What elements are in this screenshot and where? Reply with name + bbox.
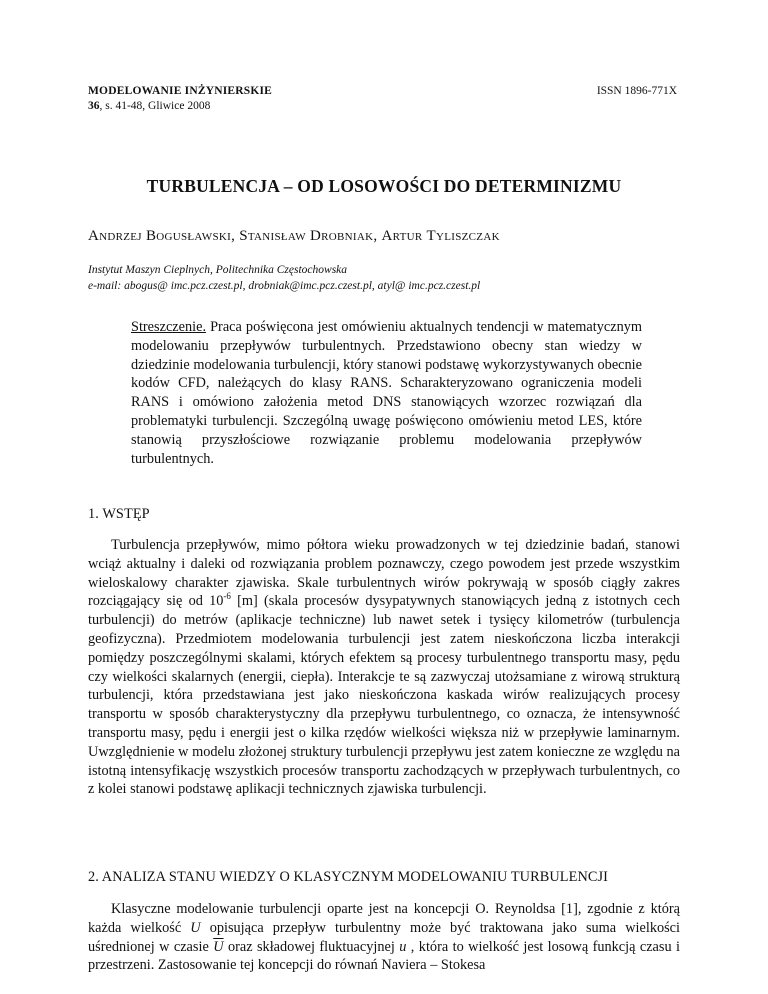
author-first-name: Andrzej	[88, 228, 142, 244]
introduction-paragraph	[88, 536, 680, 799]
analysis-text-4: , która to wielkość jest losową funkcją czasu i przestrzeni. Zastosowanie tej koncepcji do równań Naviera – Stokesa	[88, 938, 681, 974]
author-last-name: Tyliszczak	[426, 228, 500, 244]
intro-text-b: [m] (skala procesów dysypatywnych stanowiących jedną z istotnych cech turbulencji) do metrów (aplikacje techniczne) lub nawet setek i tysięcy kilometrów (turbulencja geofizyczna). Przedmiotem modelowania turbulencji jest zatem nieskończona liczba interakcji pomiędzy poszczególnymi skalami, których efektem są procesy turbulentnego transportu masy, pędu czy wielkości skalarnych (energii, ciepła). Interakcje te są zazwyczaj utożsamiane z wirową strukturą turbulencji, która przedstawiana jest jako nieskończona kaskada wirów realizujących procesy transportu w sposób charakterystyczny dla przepływu turbulentnego, co oznacza, że intensywność transportu masy, pędu i energii jest o kilka rzędów wielkości większa niż w przepływie laminarnym. Uwzględnienie w modelu złożonej struktury turbulencji przepływu jest zatem konieczne ze względu na istotną intensyfikację wszystkich procesów transportu zachodzących w przepływach turbulentnych, co z kolei stanowi podstawę aplikacji technicznych zjawiska turbulencji.	[88, 593, 680, 798]
author-emails: e-mail: abogus@ imc.pcz.czest.pl, drobniak@imc.pcz.czest.pl, atyl@ imc.pcz.czest.pl	[88, 280, 481, 292]
affiliation-block	[88, 262, 480, 294]
symbol-u-fluct: u	[399, 938, 407, 955]
analysis-text-2: opisująca przepływ turbulentny może być traktowana jako suma wielkości uśrednionej w czasie	[88, 919, 681, 955]
section-heading-analysis: 2. ANALIZA STANU WIEDZY O KLASYCZNYM MODELOWANIU TURBULENCJI	[88, 869, 609, 885]
analysis-paragraph	[88, 900, 680, 975]
paper-title: TURBULENCJA – OD LOSOWOŚCI DO DETERMINIZMU	[146, 176, 622, 196]
issn: ISSN 1896-771X	[596, 85, 677, 97]
intro-text-a: Turbulencja przepływów, mimo półtora wieku prowadzonych w tej dziedzinie badań, stanowi wciąż aktualny i daleki od rozwiązania problem poznawczy, czego powodem jest przede wszystkim wieloskalowy charakter zjawiska. Skale turbulentnych wirów pokrywają w sposób ciągły zakres rozciągający się od 10	[88, 537, 680, 610]
symbol-U-mean: $\overline{U}$	[213, 938, 224, 955]
journal-volume: 36	[88, 100, 100, 112]
affiliation: Instytut Maszyn Cieplnych, Politechnika Częstochowska	[88, 264, 348, 276]
author-last-name: Drobniak	[310, 228, 374, 244]
abstract-text: Praca poświęcona jest omówieniu aktualnych tendencji w matematycznym modelowaniu przepływów turbulentnych. Przedstawiono obecny stan wiedzy w dziedzinie modelowania turbulencji, który stanowi podstawę wykorzystywanych obecnie kodów CFD, należących do klasy RANS. Scharakteryzowano ograniczenia modeli RANS i omówiono założenia metod DNS stanowiących wzorzec rozwiązań dla problematyki turbulencji. Szczególną uwagę poświęcono omówieniu metod LES, które stanowią przyszłościowe rozwiązanie problemu modelowania przepływów turbulentnych.	[131, 319, 642, 467]
journal-issue	[88, 99, 272, 114]
journal-pages-place: , s. 41-48, Gliwice 2008	[99, 100, 211, 112]
journal-name: MODELOWANIE INŻYNIERSKIE	[88, 85, 273, 97]
symbol-U: U	[190, 919, 201, 936]
intro-exponent: -6	[223, 591, 231, 602]
analysis-text-1: Klasyczne modelowanie turbulencji oparte jest na koncepcji O. Reynoldsa [1], zgodnie z którą każda wielkość	[88, 901, 680, 936]
abstract-label: Streszczenie.	[131, 319, 207, 335]
abstract	[131, 318, 642, 468]
author-first-name: Stanisław	[239, 228, 306, 244]
author-first-name: Artur	[381, 228, 423, 244]
author-list: Andrzej Bogusławski, Stanisław Drobniak, Artur Tyliszczak	[88, 228, 500, 244]
analysis-text-3: oraz składowej fluktuacyjnej	[223, 938, 400, 955]
section-heading-introduction: 1. WSTĘP	[88, 506, 150, 522]
author-last-name: Bogusławski	[145, 228, 232, 244]
journal-header	[88, 84, 272, 114]
